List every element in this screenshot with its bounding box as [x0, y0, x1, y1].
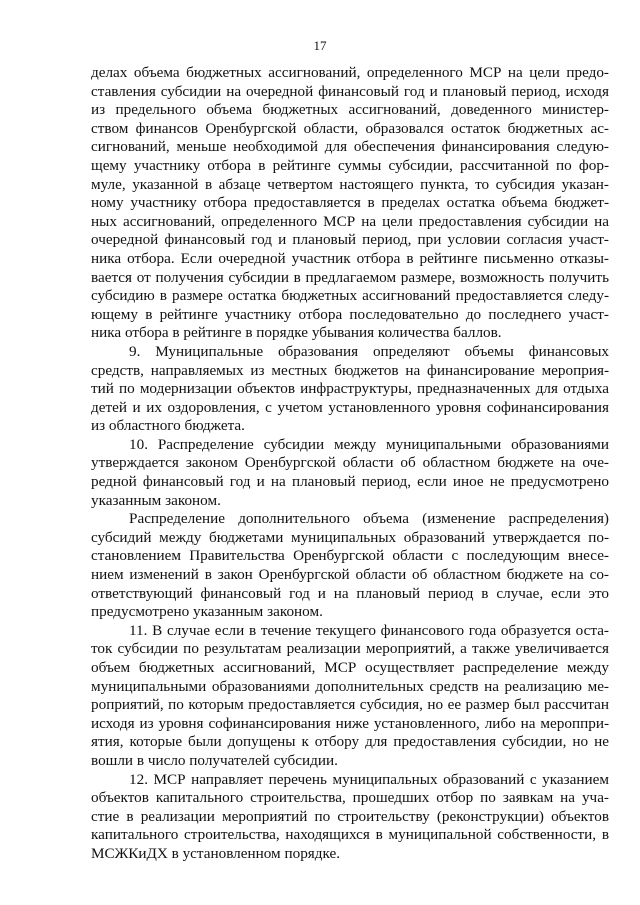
- text-line: ставления субсидии на очередной финансовый год и плановый период, исходя: [91, 82, 609, 100]
- text-line: детей и их оздоровления, с учетом установленного уровня софинансирования: [91, 398, 609, 416]
- text-line: указанным законом.: [91, 491, 221, 509]
- text-line: становлением Правительства Оренбургской области с последующим внесе-: [91, 547, 609, 565]
- text-line: редной финансовый год и на плановый период, если иное не предусмотрено: [91, 473, 609, 491]
- text-line: 10. Распределение субсидии между муниципальными образованиями: [129, 435, 609, 453]
- document-body: [91, 64, 609, 864]
- text-line: ника отбора. Если очередной участник отбора в рейтинге письменно отказы-: [91, 249, 609, 267]
- text-line: роприятий, по которым предоставляется субсидия, но ее размер был рассчитан: [91, 696, 609, 714]
- text-line: субсидию в размере остатка бюджетных ассигнований предоставляется следу-: [91, 287, 609, 305]
- text-line: из предельного объема бюджетных ассигнований, доведенного министер-: [91, 101, 609, 119]
- text-line: утверждается законом Оренбургской области об областном бюджете на оче-: [91, 454, 609, 472]
- paragraph-item-9: [91, 343, 609, 436]
- text-line: объектов капитального строительства, прошедших отбор по заявкам на уча-: [91, 789, 609, 807]
- text-line: ющему в рейтинге участнику отбора последовательно до последнего участ-: [91, 305, 609, 323]
- text-line: очередной финансовый год и плановый период, при условии согласия участ-: [91, 231, 609, 249]
- text-line: исходя из уровня софинансирования ниже установленного, либо на мероппри-: [91, 714, 609, 732]
- paragraph-item-11: [91, 622, 609, 771]
- paragraph-item-10-additional: [91, 510, 609, 622]
- text-line: муле, указанной в абзаце четвертом настоящего пункта, то субсидия указан-: [91, 175, 609, 193]
- text-line: из областного бюджета.: [91, 417, 245, 435]
- paragraph-item-12: [91, 771, 609, 864]
- text-line: ством финансов Оренбургской области, образовался остаток бюджетных ас-: [91, 119, 609, 137]
- text-line: тий по модернизации объектов инфраструктуры, предназначенных для отдыха: [91, 380, 609, 398]
- text-line: субсидий между бюджетами муниципальных образований утверждается по-: [91, 528, 609, 546]
- text-line: вошли в число получателей субсидии.: [91, 751, 338, 769]
- text-line: ток субсидии по результатам реализации мероприятий, а также увеличивается: [91, 640, 609, 658]
- text-line: 12. МСР направляет перечень муниципальных образований с указанием: [129, 770, 609, 788]
- text-line: вается от получения субсидии в предлагаемом размере, возможность получить: [91, 268, 609, 286]
- page-number: 17: [313, 38, 327, 53]
- text-line: 11. В случае если в течение текущего финансового года образуется оста-: [129, 621, 609, 639]
- paragraph-item-10: [91, 436, 609, 510]
- text-line: 9. Муниципальные образования определяют объемы финансовых: [129, 342, 609, 360]
- paragraph-continuation: [91, 64, 609, 343]
- text-line: ных ассигнований, определенного МСР на цели предоставления субсидии на: [91, 212, 609, 230]
- text-line: объем бюджетных ассигнований, МСР осуществляет распределение между: [91, 659, 609, 676]
- text-line: Распределение дополнительного объема (изменение распределения): [129, 510, 609, 528]
- text-line: делах объема бюджетных ассигнований, определенного МСР на цели предо-: [91, 64, 609, 81]
- text-line: МСЖКиДХ в установленном порядке.: [91, 844, 341, 862]
- text-line: нием изменений в закон Оренбургской области об областном бюджете на со-: [91, 566, 609, 584]
- text-line: средств, направляемых из местных бюджетов на финансирование мероприя-: [91, 361, 609, 379]
- text-line: ответствующий финансовый год и на плановый период в случае, если это: [91, 584, 609, 602]
- text-line: щему участнику отбора в рейтинге суммы субсидии, рассчитанной по фор-: [91, 156, 609, 174]
- text-line: ятия, которые были допущены к отбору для предоставления субсидии, но не: [91, 733, 609, 751]
- text-line: стие в реализации мероприятий по строительству (реконструкции) объектов: [91, 807, 609, 825]
- text-line: сигнований, меньше необходимой для обеспечения финансирования следую-: [91, 138, 609, 156]
- text-line: капитального строительства, находящихся в муниципальной собственности, в: [91, 826, 609, 844]
- text-line: предусмотрено указанным законом.: [91, 603, 323, 621]
- text-line: муниципальными образованиями дополнительных средств на реализацию ме-: [91, 677, 609, 695]
- text-line: ному участнику отбора предоставляется в пределах остатка объема бюджет-: [91, 194, 609, 212]
- text-line: ника отбора в рейтинге в порядке убывания количества баллов.: [91, 324, 502, 342]
